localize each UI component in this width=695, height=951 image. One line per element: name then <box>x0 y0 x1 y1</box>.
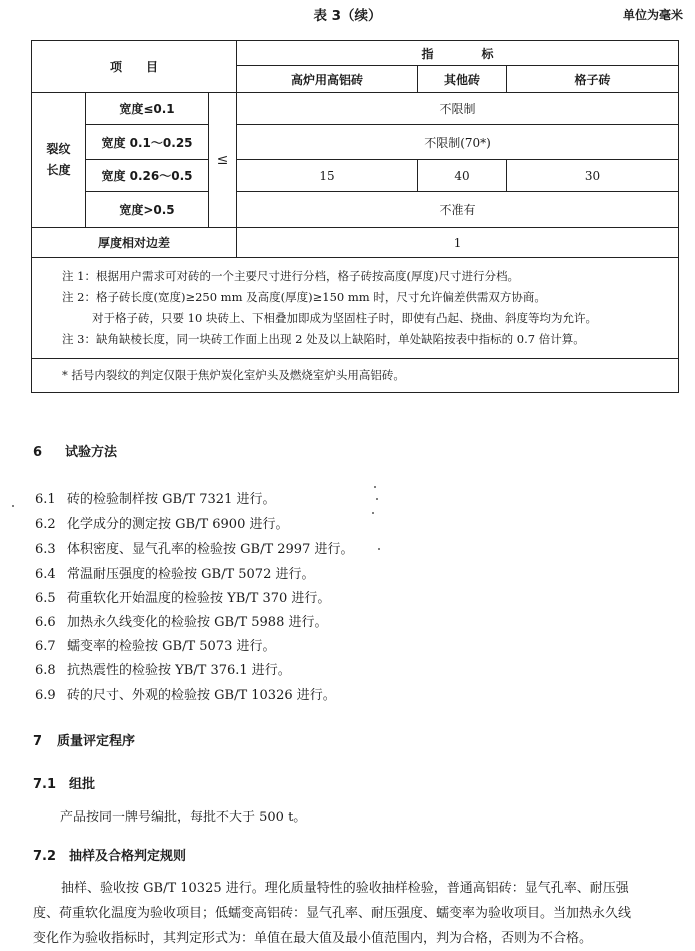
scan-speck <box>378 548 380 550</box>
table-footnote: * 括号内裂纹的判定仅限于焦炉炭化室炉头及燃烧室炉头用高铝砖。 <box>32 359 679 393</box>
header-col-3: 格子砖 <box>507 66 679 93</box>
scan-speck <box>376 498 378 500</box>
section-7-2-title: 抽样及合格判定规则 <box>69 849 187 864</box>
section-7-1-text: 产品按同一牌号编批，每批不大于 500 t。 <box>60 810 307 825</box>
row-label-3: 宽度 0.26～0.5 <box>86 160 209 192</box>
paragraph-line: 变化作为验收指标时，其判定形式为：单值在最大值及最小值范围内，判为合格，否则为不合格。 <box>33 931 593 946</box>
row-value-2: 不限制(70*) <box>237 125 679 160</box>
section-6-title: 试验方法 <box>65 445 118 460</box>
table-notes <box>32 258 679 359</box>
scan-speck <box>12 505 14 507</box>
list-item: 6.6 加热永久线变化的检验按 GB/T 5988 进行。 <box>35 615 328 630</box>
thickness-label: 厚度相对边差 <box>32 228 237 258</box>
section-7-1-number: 7.1 <box>33 777 57 792</box>
row-value-3-col-1: 15 <box>237 160 418 192</box>
list-item: 6.2 化学成分的测定按 GB/T 6900 进行。 <box>35 517 289 532</box>
header-indicator: 指 标 <box>237 41 679 66</box>
row-value-3-col-3: 30 <box>507 160 679 192</box>
list-item: 6.9 砖的尺寸、外观的检验按 GB/T 10326 进行。 <box>35 688 336 703</box>
row-value-1: 不限制 <box>237 93 679 125</box>
note-1: 注 1：根据用户需求可对砖的一个主要尺寸进行分档，格子砖按高度(厚度)尺寸进行分档。 <box>62 269 519 283</box>
section-7-2-number: 7.2 <box>33 849 57 864</box>
list-item: 6.4 常温耐压强度的检验按 GB/T 5072 进行。 <box>35 567 315 582</box>
list-item: 6.5 荷重软化开始温度的检验按 YB/T 370 进行。 <box>35 591 331 606</box>
section-7-title: 质量评定程序 <box>57 734 136 749</box>
list-item: 6.8 抗热震性的检验按 YB/T 376.1 进行。 <box>35 663 291 678</box>
thickness-value: 1 <box>237 228 679 258</box>
header-col-1: 高炉用高铝砖 <box>237 66 418 93</box>
table-unit: 单位为毫米 <box>622 8 683 22</box>
section-7-heading <box>33 733 135 751</box>
note-2: 注 2：格子砖长度(宽度)≥250 mm 及高度(厚度)≥150 mm 时，尺寸允许偏差供需双方协商。 <box>62 290 546 304</box>
section-7-1-title: 组批 <box>69 777 96 792</box>
table-caption: 表 3（续） <box>313 8 382 24</box>
note-3: 注 3：缺角缺棱长度，同一块砖工作面上出现 2 处及以上缺陷时，单处缺陷按表中指标的 0.7 倍计算。 <box>62 332 585 346</box>
list-item: 6.3 体积密度、显气孔率的检验按 GB/T 2997 进行。 <box>35 542 354 557</box>
header-item: 项 目 <box>32 41 237 93</box>
note-2-continued: 对于格子砖，只要 10 块砖上、下相叠加即成为坚固柱子时，即使有凸起、挠曲、斜度等均为允许。 <box>92 311 597 325</box>
section-7-2-heading <box>33 848 186 866</box>
paragraph-line: 抽样、验收按 GB/T 10325 进行。理化质量特性的验收抽样检验，普通高铝砖：显气孔率、耐压强 <box>61 881 629 896</box>
row-value-4: 不准有 <box>237 192 679 228</box>
section-6-heading <box>33 444 117 462</box>
paragraph-line: 度、荷重软化温度为验收项目；低蠕变高铝砖：显气孔率、耐压强度、蠕变率为验收项目。当加热永久线 <box>33 906 632 921</box>
row-label-2: 宽度 0.1～0.25 <box>86 125 209 160</box>
section-6-number: 6 <box>33 445 43 460</box>
header-col-2: 其他砖 <box>418 66 507 93</box>
scan-speck <box>372 512 374 514</box>
section-7-1-heading <box>33 776 95 794</box>
row-value-3-col-2: 40 <box>418 160 507 192</box>
section-7-2-paragraph <box>33 876 683 951</box>
list-item: 6.1 砖的检验制样按 GB/T 7321 进行。 <box>35 492 276 507</box>
section-7-number: 7 <box>33 734 43 749</box>
compare-symbol: ≤ <box>209 93 237 228</box>
scan-speck <box>374 486 376 488</box>
row-label-1: 宽度≤0.1 <box>86 93 209 125</box>
spec-table <box>31 40 679 393</box>
list-item: 6.7 蠕变率的检验按 GB/T 5073 进行。 <box>35 639 276 654</box>
row-label-4: 宽度>0.5 <box>86 192 209 228</box>
crack-length-label: 裂纹 长度 <box>32 93 86 228</box>
